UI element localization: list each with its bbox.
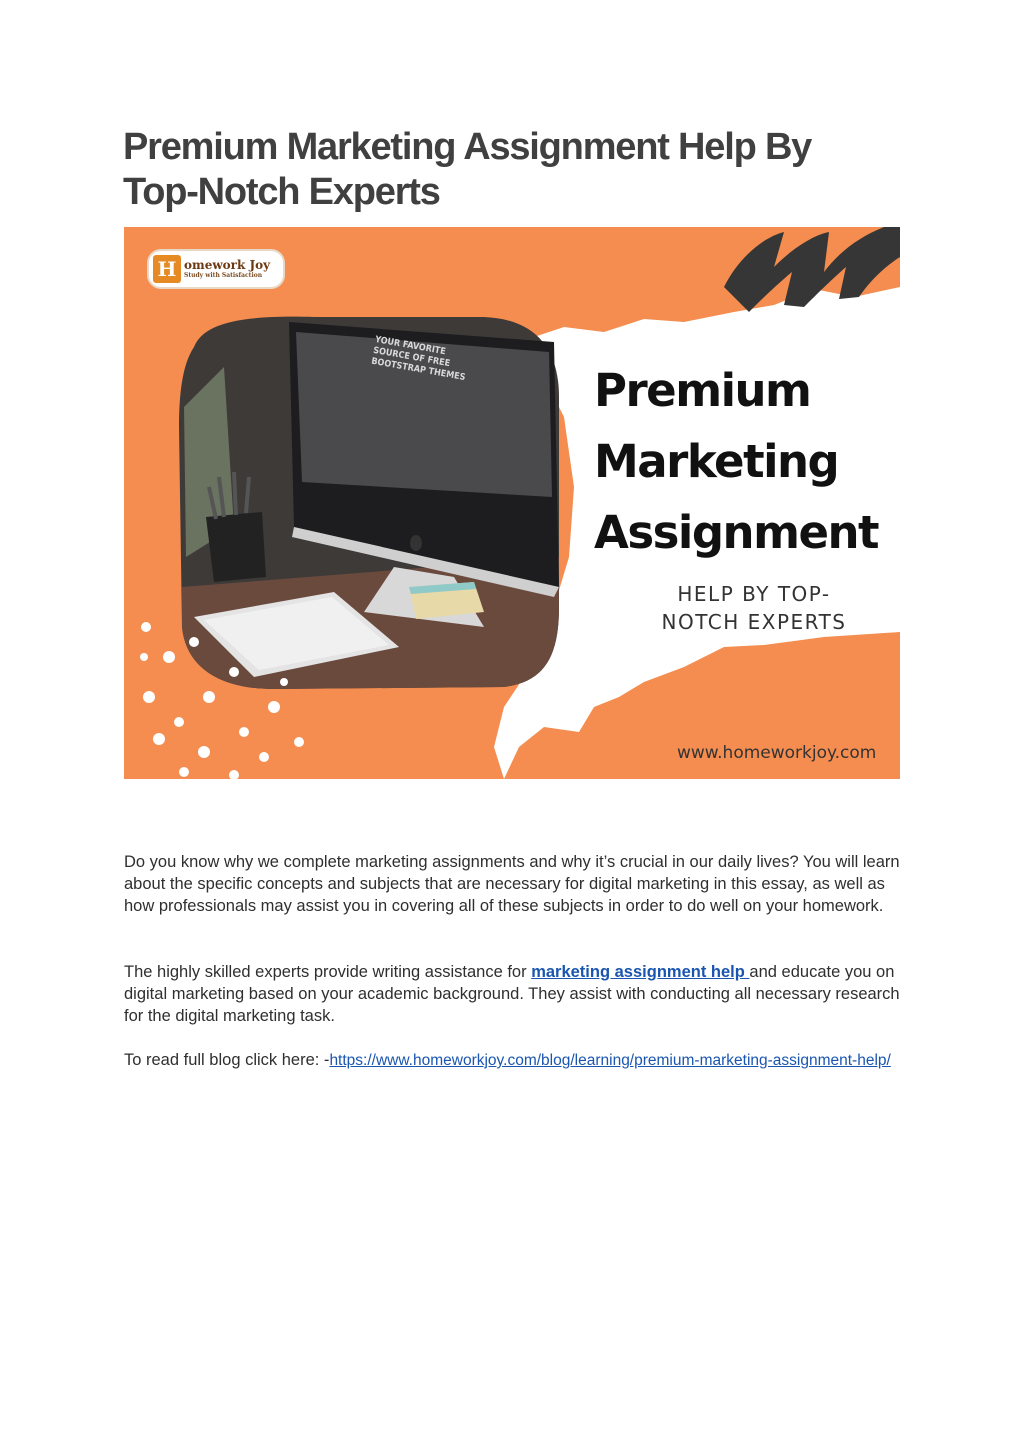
page-title: Premium Marketing Assignment Help By Top-Notch Experts [123, 126, 812, 213]
paragraph-intro: Do you know why we complete marketing assignments and why it’s crucial in our daily lives? You will learn about the specific concepts and subjects that are necessary for digital marketing in this essay, as well as how professionals may assist you in covering all of these subjects in order to do well on your homework. [124, 853, 900, 915]
paragraph-experts-text-1: The highly skilled experts provide writing assistance for [124, 963, 532, 981]
banner-headline [594, 355, 894, 568]
logo-mark: H [153, 255, 181, 283]
logo-name: omework Joy [184, 257, 271, 272]
paragraph-experts-text-2: and educate you on digital marketing based on your academic background. They assist with conducting all necessary research for the digital marketing task. [124, 963, 900, 1025]
headline-line-3: Assignment [594, 506, 879, 559]
banner-url: www.homeworkjoy.com [677, 743, 877, 763]
marketing-assignment-help-link[interactable]: marketing assignment help [531, 963, 750, 981]
blog-url-link[interactable]: https://www.homeworkjoy.com/blog/learning/premium-marketing-assignment-help/ [329, 1052, 891, 1069]
screen-caption: YOUR FAVORITE SOURCE OF FREE BOOTSTRAP THEMES [370, 335, 467, 384]
banner-subheadline: HELP BY TOP-NOTCH EXPERTS [661, 582, 847, 634]
paragraph-experts [124, 961, 902, 1027]
logo [147, 249, 285, 289]
read-more-label: To read full blog click here: - [124, 1051, 330, 1069]
logo-tagline: Study with Satisfaction [184, 271, 263, 279]
headline-line-2: Marketing [594, 435, 839, 488]
banner-image [124, 227, 900, 779]
paragraph-read-more [124, 1049, 902, 1072]
headline-line-1: Premium [594, 364, 811, 417]
